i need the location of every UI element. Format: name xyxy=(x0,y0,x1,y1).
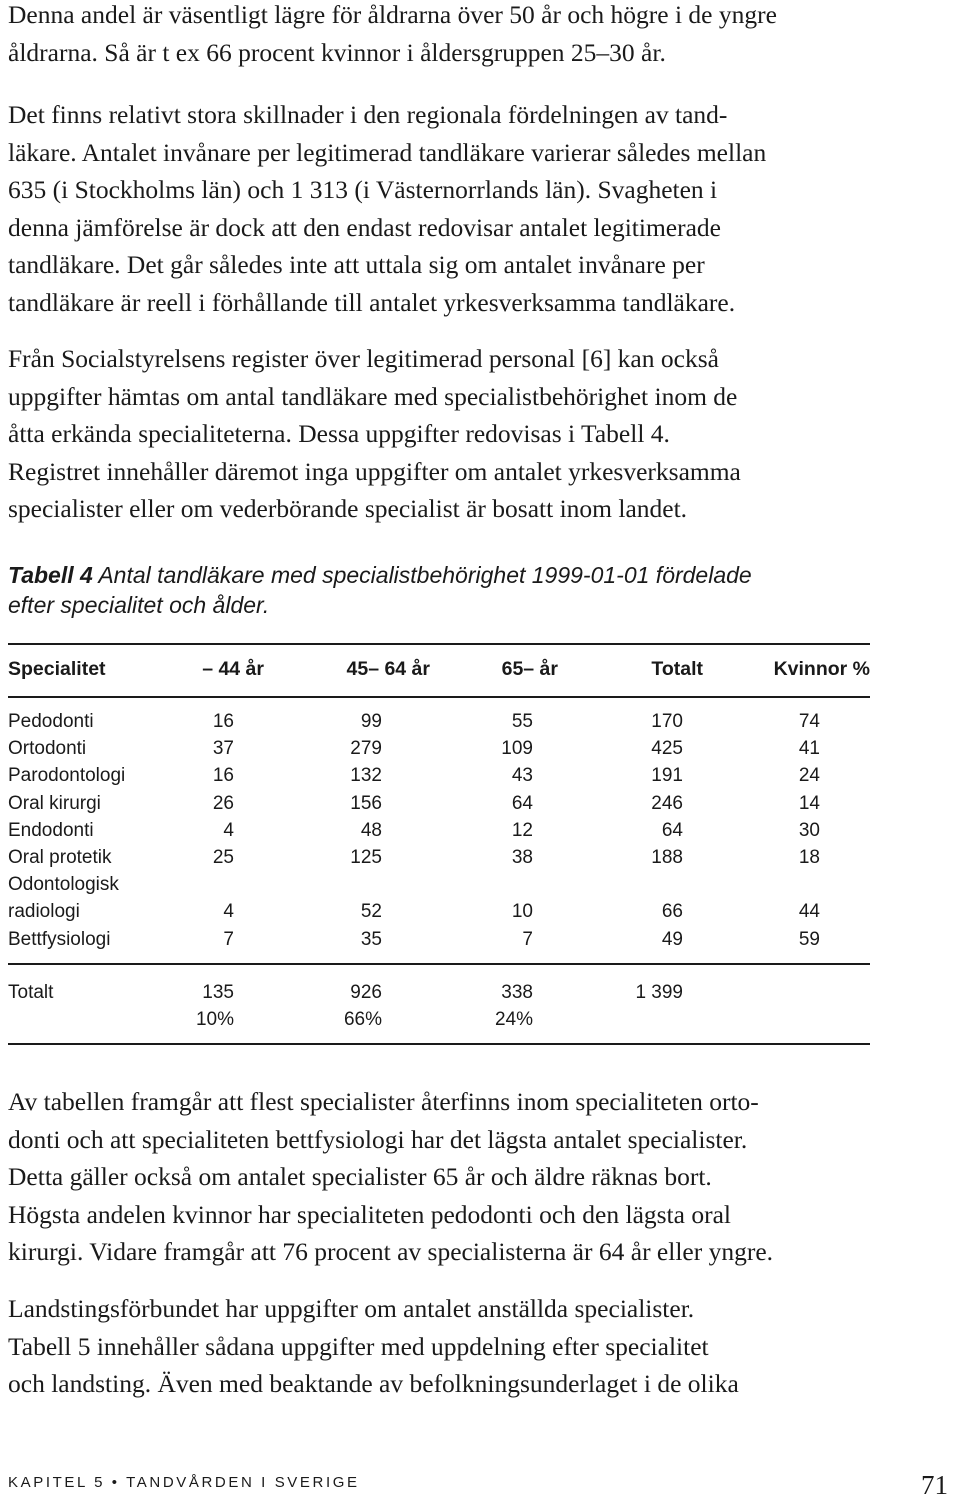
cell-total: 191 xyxy=(651,765,683,787)
cell-age-44: 4 xyxy=(223,901,234,923)
text-line: kirurgi. Vidare framgår att 76 procent av specialisterna är 64 år eller yngre. xyxy=(8,1237,774,1267)
table-top-rule xyxy=(8,643,870,645)
cell-age-65: 64 xyxy=(511,792,533,814)
table-row xyxy=(8,762,870,789)
cell-total-women xyxy=(683,979,820,1006)
text-line: Denna andel är väsentligt lägre för åldrarna över 50 år och högre i de yngre xyxy=(8,0,777,29)
caption-line-1 xyxy=(8,560,888,590)
cell-women: 74 xyxy=(798,711,820,732)
text-line: Tabell 5 innehåller sådana uppgifter med uppdelning efter specialitet xyxy=(8,1331,709,1361)
text-line: Detta gäller också om antalet specialister 65 år och äldre räknas bort. xyxy=(8,1162,712,1192)
paragraph-2 xyxy=(8,96,888,322)
table-body xyxy=(8,708,870,953)
total-row xyxy=(8,979,870,1006)
cell-age-45-64 xyxy=(234,871,382,898)
table-row xyxy=(8,926,870,953)
table-totals xyxy=(8,979,870,1033)
text-line: åldrarna. Så är t ex 66 procent kvinnor i åldersgruppen 25–30 år. xyxy=(8,37,666,67)
table-row xyxy=(8,871,870,898)
cell-women: 44 xyxy=(798,901,820,923)
cell-age-45-64: 48 xyxy=(360,819,382,841)
text-line: åtta erkända specialiteterna. Dessa uppgifter redovisas i Tabell 4. xyxy=(8,419,670,449)
cell-specialty: radiologi xyxy=(8,901,80,923)
cell-total: 188 xyxy=(651,847,683,869)
cell-age-45-64: 156 xyxy=(350,792,382,814)
cell-age-45-64: 279 xyxy=(350,738,382,760)
cell-age-44: 16 xyxy=(212,765,234,787)
cell-specialty: Parodontologi xyxy=(8,765,126,787)
cell-specialty: Endodonti xyxy=(8,819,94,841)
cell-percent-total xyxy=(533,1006,683,1033)
text-line: Landstingsförbundet har uppgifter om antalet anställda specialister. xyxy=(8,1294,695,1323)
cell-total-label: Totalt xyxy=(8,982,54,1003)
table-header xyxy=(8,655,870,683)
cell-age-45-64: 132 xyxy=(350,765,382,787)
cell-women: 24 xyxy=(798,765,820,787)
text-line: Det finns relativt stora skillnader i den regionala fördelningen av tand- xyxy=(8,100,728,129)
cell-specialty: Ortodonti xyxy=(8,738,87,760)
cell-women: 14 xyxy=(798,792,820,814)
cell-age-65: 10 xyxy=(511,901,533,923)
header-age-44: – 44 år xyxy=(202,657,264,680)
table-row xyxy=(8,708,870,735)
cell-age-65: 43 xyxy=(511,765,533,787)
cell-total-age-44: 135 xyxy=(202,982,234,1003)
cell-age-65: 55 xyxy=(511,711,533,732)
text-line: uppgifter hämtas om antal tandläkare med specialistbehörighet inom de xyxy=(8,381,738,411)
caption-text: Antal tandläkare med specialistbehörighet 1999-01-01 fördelade xyxy=(92,562,752,588)
cell-age-44: 26 xyxy=(212,792,234,814)
cell-age-45-64: 99 xyxy=(360,711,382,732)
cell-age-44: 16 xyxy=(212,711,234,732)
cell-total: 64 xyxy=(661,819,683,841)
cell-age-65: 12 xyxy=(511,819,533,841)
cell-specialty: Pedodonti xyxy=(8,711,94,732)
paragraph-4 xyxy=(8,1083,888,1271)
cell-percent-age-45-64: 66% xyxy=(343,1009,382,1031)
text-line: tandläkare. Det går således inte att uttala sig om antalet invånare per xyxy=(8,250,705,280)
text-line: Högsta andelen kvinnor har specialiteten pedodonti och den lägsta oral xyxy=(8,1199,731,1229)
cell-specialty: Odontologisk xyxy=(8,874,119,896)
cell-percent-label xyxy=(8,1006,168,1033)
cell-age-65: 38 xyxy=(511,847,533,869)
cell-age-65 xyxy=(382,871,533,898)
cell-total-age-65: 338 xyxy=(501,982,533,1003)
text-line: Registret innehåller däremot inga uppgifter om antalet yrkesverksamma xyxy=(8,456,741,486)
table-row xyxy=(8,898,870,925)
text-line: Från Socialstyrelsens register över legitimerad personal [6] kan också xyxy=(8,344,719,373)
text-line: Av tabellen framgår att flest specialister återfinns inom specialiteten orto- xyxy=(8,1087,759,1116)
cell-women: 41 xyxy=(798,738,820,760)
text-line: donti och att specialiteten bettfysiologi har det lägsta antalet specialister. xyxy=(8,1124,748,1154)
paragraph-5 xyxy=(8,1290,888,1403)
cell-specialty: Bettfysiologi xyxy=(8,928,111,950)
cell-age-65: 7 xyxy=(522,928,533,950)
text-line: och landsting. Även med beaktande av befolkningsunderlaget i de olika xyxy=(8,1369,739,1399)
table-row xyxy=(8,790,870,817)
caption-line-2: efter specialitet och ålder. xyxy=(8,592,270,618)
cell-percent-age-65: 24% xyxy=(494,1009,533,1031)
cell-age-45-64: 52 xyxy=(360,901,382,923)
header-kvinnor: Kvinnor % xyxy=(773,657,870,680)
cell-age-44: 4 xyxy=(223,819,234,841)
cell-women: 30 xyxy=(798,819,820,841)
paragraph-3 xyxy=(8,340,888,528)
cell-age-44: 25 xyxy=(212,847,234,869)
text-line: läkare. Antalet invånare per legitimerad tandläkare varierar således mellan xyxy=(8,137,767,167)
cell-age-65: 109 xyxy=(501,738,533,760)
text-line: tandläkare är reell i förhållande till antalet yrkesverksamma tandläkare. xyxy=(8,287,736,317)
cell-percent-age-44: 10% xyxy=(195,1009,234,1031)
table-bottom-rule xyxy=(8,1043,870,1045)
cell-total-age-45-64: 926 xyxy=(350,982,382,1003)
cell-age-45-64: 35 xyxy=(360,928,382,950)
header-rule xyxy=(8,696,870,698)
cell-women xyxy=(683,871,820,898)
table-row xyxy=(8,735,870,762)
header-specialitet: Specialitet xyxy=(8,657,106,680)
table-row xyxy=(8,844,870,871)
cell-women: 59 xyxy=(798,928,820,950)
cell-total: 246 xyxy=(651,792,683,814)
header-age-45-64: 45– 64 år xyxy=(346,657,430,680)
table-row xyxy=(8,817,870,844)
table-caption xyxy=(8,560,888,620)
cell-age-45-64: 125 xyxy=(350,847,382,869)
cell-total: 49 xyxy=(661,928,683,950)
text-line: 635 (i Stockholms län) och 1 313 (i Västernorrlands län). Svagheten i xyxy=(8,175,718,205)
cell-specialty: Oral protetik xyxy=(8,847,112,869)
paragraph-1 xyxy=(8,0,888,71)
cell-total xyxy=(533,871,683,898)
text-line: specialister eller om vederbörande specialist är bosatt inom landet. xyxy=(8,494,688,524)
cell-total: 66 xyxy=(661,901,683,923)
running-footer: KAPITEL 5 • TANDVÅRDEN I SVERIGE xyxy=(8,1474,360,1491)
cell-total-sum: 1 399 xyxy=(635,982,683,1003)
page-number: 71 xyxy=(921,1470,948,1500)
totals-rule xyxy=(8,963,870,965)
header-age-65: 65– år xyxy=(501,657,558,680)
cell-age-44 xyxy=(168,871,234,898)
caption-label: Tabell 4 xyxy=(8,562,93,588)
cell-age-44: 37 xyxy=(212,738,234,760)
percent-row xyxy=(8,1006,870,1033)
cell-total: 170 xyxy=(651,711,683,732)
header-totalt: Totalt xyxy=(651,657,703,680)
cell-women: 18 xyxy=(798,847,820,869)
cell-percent-women xyxy=(683,1006,820,1033)
cell-age-44: 7 xyxy=(223,928,234,950)
cell-specialty: Oral kirurgi xyxy=(8,792,101,814)
cell-total: 425 xyxy=(651,738,683,760)
text-line: denna jämförelse är dock att den endast redovisar antalet legitimerade xyxy=(8,212,721,242)
